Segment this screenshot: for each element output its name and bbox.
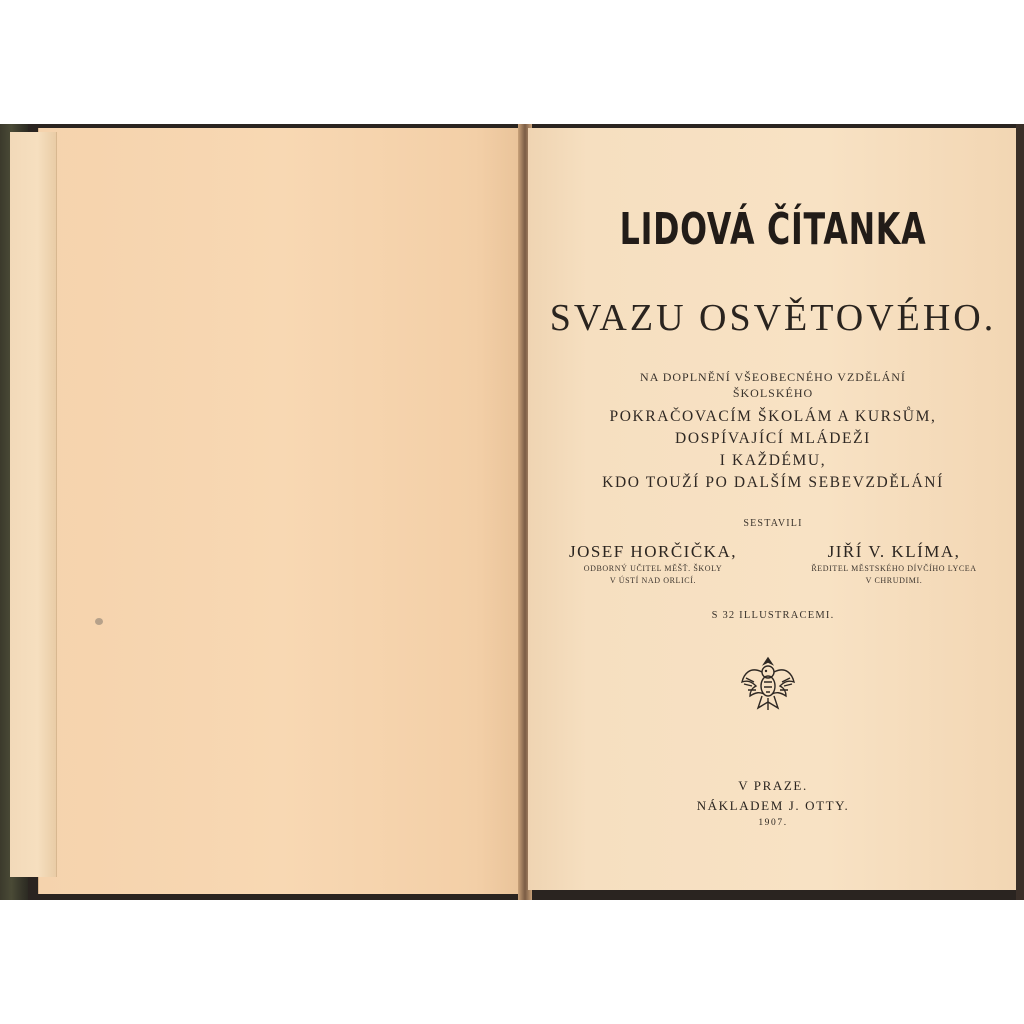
author-horcicka — [558, 542, 748, 586]
subtitle-line-5: I KAŽDÉMU, — [719, 452, 827, 469]
author-role-line-2: V CHRUDIMI. — [865, 576, 923, 585]
author-klima — [794, 542, 994, 586]
author-role-line-2: V ÚSTÍ NAD ORLICÍ. — [609, 576, 697, 585]
imprint-year: 1907. — [758, 818, 788, 828]
flyleaf-strip — [10, 132, 57, 877]
author-name: JOSEF HORČIČKA, — [569, 542, 737, 561]
author-name: JIŘÍ V. KLÍMA, — [827, 542, 961, 561]
left-blank-page — [38, 128, 525, 894]
book-title: LIDOVÁ ČÍTANKA — [619, 204, 927, 255]
compiled-by-label: SESTAVILI — [743, 518, 803, 529]
subtitle-line-6: KDO TOUŽÍ PO DALŠÍM SEBEVZDĚLÁNÍ — [602, 474, 944, 491]
author-role-line-1: ŘEDITEL MĚSTSKÉHO DÍVČÍHO LYCEA — [811, 564, 977, 573]
author-role-line-1: ODBORNÝ UČITEL MĚŠŤ. ŠKOLY — [583, 564, 723, 573]
subtitle-line-3: POKRAČOVACÍM ŠKOLÁM A KURSŮM, — [609, 408, 937, 425]
subtitle-line-1: NA DOPLNĚNÍ VŠEOBECNÉHO VZDĚLÁNÍ — [640, 370, 906, 384]
right-cover-edge — [1016, 124, 1024, 900]
imprint-publisher: NÁKLADEM J. OTTY. — [696, 798, 850, 813]
page-stain — [95, 618, 103, 625]
book-subtitle-heading: SVAZU OSVĚTOVÉHO. — [549, 297, 997, 339]
imprint-city: V PRAZE. — [738, 778, 808, 793]
subtitle-line-2: ŠKOLSKÉHO — [732, 386, 814, 400]
subtitle-line-4: DOSPÍVAJÍCÍ MLÁDEŽI — [675, 430, 871, 447]
title-page — [528, 128, 1018, 890]
publisher-emblem-icon — [738, 652, 798, 714]
illustrations-note: S 32 ILLUSTRACEMI. — [711, 610, 835, 621]
